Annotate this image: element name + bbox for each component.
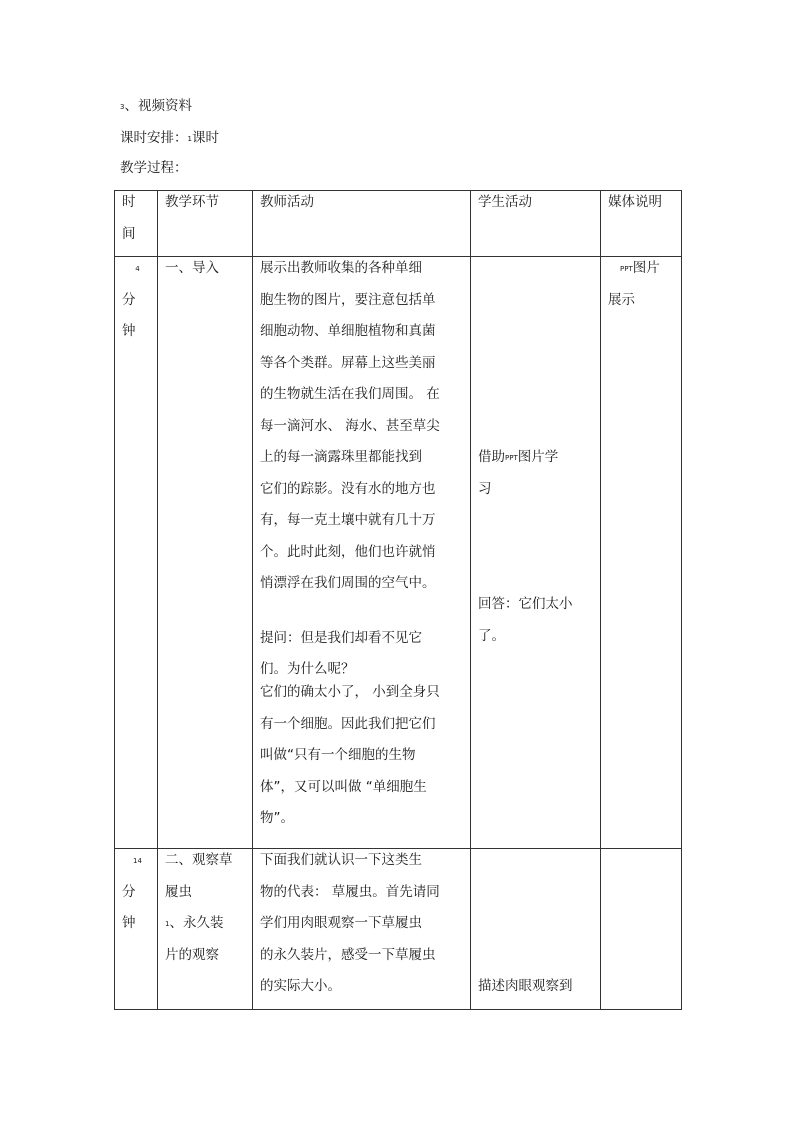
row1-time-char: 钟 (122, 323, 136, 339)
row1-time-number: 4 (135, 265, 140, 273)
intro-line-process: 教学过程： (120, 160, 188, 176)
row2-teacher (253, 849, 471, 1010)
row1-time (115, 257, 158, 849)
row1-time-char: 分 (122, 291, 136, 308)
student-answer-line: 了。 (478, 627, 505, 644)
teacher-line: 等各个类群。屏幕上这些美丽 (260, 354, 436, 371)
teacher-line: 胞生物的图片，要注意包括单 (260, 291, 436, 308)
row2-time-number: 14 (133, 857, 142, 865)
intro-line-materials (120, 97, 192, 116)
row1-teacher (253, 257, 471, 849)
teacher-line: 体”，又可以叫做 “单细胞生 (260, 778, 427, 795)
header-section (158, 191, 253, 257)
header-media-label: 媒体说明 (608, 194, 662, 210)
student-answer-line: 回答：它们太小 (478, 596, 573, 612)
schedule-label: 课时安排： (120, 130, 188, 146)
teacher-line: 有，每一克土壤中就有几十万 (260, 512, 436, 528)
row2-media (601, 849, 682, 1010)
table-row (115, 257, 682, 849)
teacher-line: 每一滴河水、 海水、甚至草尖 (260, 417, 440, 434)
header-teacher-label: 教师活动 (260, 194, 314, 210)
header-teacher (253, 191, 471, 257)
teacher-line: 物”。 (260, 810, 294, 826)
subsection-text: 片的观察 (165, 946, 219, 963)
teacher-line: 叫做“只有一个细胞的生物 (260, 747, 416, 763)
schedule-number: 1 (187, 135, 192, 143)
table-row (115, 849, 682, 1010)
row2-section (158, 849, 253, 1010)
header-student-label: 学生活动 (478, 194, 532, 210)
row2-time (115, 849, 158, 1010)
teacher-line: 的永久装片，感受一下草履虫 (260, 946, 436, 963)
row2-time-char: 分 (122, 883, 136, 900)
student-text: 图片学 (517, 449, 559, 465)
row1-section (158, 257, 253, 849)
media-text: 图片 (632, 260, 660, 276)
student-text: 习 (478, 480, 492, 497)
teacher-line: 上的每一滴露珠里都能找到 (260, 449, 422, 465)
teacher-line: 它们的确太小了， 小到全身只 (260, 684, 440, 700)
row2-subsection (165, 914, 248, 946)
teacher-line: 它们的踪影。没有水的地方也 (260, 480, 436, 497)
teacher-line: 个。此时此刻，他们也许就悄 (260, 543, 436, 560)
row1-media (601, 257, 682, 849)
header-section-label: 教学环节 (165, 194, 219, 210)
student-text: 描述肉眼观察到 (478, 978, 573, 994)
student-activity-ppt (478, 448, 596, 480)
header-row (115, 191, 682, 257)
ppt-label: PPT (620, 265, 633, 273)
teacher-line: 的实际大小。 (260, 978, 341, 994)
teacher-line: 细胞动物、单细胞植物和真菌 (260, 323, 436, 339)
header-media (601, 191, 682, 257)
row2-section-line: 二、观察草 (165, 852, 233, 868)
header-time (115, 191, 158, 257)
row2-time-char: 钟 (122, 915, 136, 931)
teacher-line: 展示出教师收集的各种单细 (260, 260, 422, 276)
lesson-table (114, 190, 682, 1010)
row2-student (471, 849, 601, 1010)
intro-line-schedule (120, 129, 219, 148)
teacher-line: 学们用肉眼观察一下草履虫 (260, 915, 422, 931)
header-student (471, 191, 601, 257)
teacher-line: 下面我们就认识一下这类生 (260, 852, 422, 868)
teacher-line: 物的代表： 草履虫。首先请同 (260, 883, 440, 900)
row1-student (471, 257, 601, 849)
subsection-number: 1 (165, 920, 170, 928)
row2-section-line: 履虫 (165, 883, 192, 900)
ppt-label: PPT (505, 454, 518, 462)
header-time-char: 时 (122, 194, 136, 210)
student-text: 借助 (478, 449, 505, 465)
intro-number: 3 (120, 103, 125, 111)
teacher-line: 悄漂浮在我们周围的空气中。 (260, 575, 436, 591)
media-text: 展示 (608, 291, 635, 308)
teacher-line: 有一个细胞。因此我们把它们 (260, 715, 436, 732)
schedule-unit: 课时 (191, 130, 219, 146)
subsection-text: 、永久装 (169, 915, 224, 931)
header-time-char: 间 (122, 225, 136, 242)
row1-section-label: 一、导入 (165, 260, 219, 276)
teacher-question-line: 提问：但是我们却看不见它 (260, 629, 422, 646)
teacher-question-line: 们。为什么呢？ (260, 661, 355, 677)
teacher-line: 的生物就生活在我们周围。 在 (260, 386, 440, 402)
intro-text: 、视频资料 (124, 98, 192, 114)
